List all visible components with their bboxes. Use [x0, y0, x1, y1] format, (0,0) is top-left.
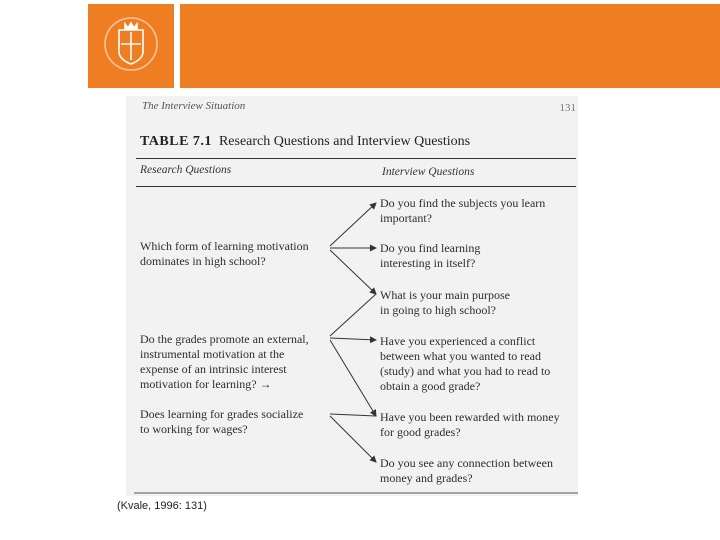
line-rq2-iq3 [330, 294, 376, 336]
connector-lines [126, 96, 578, 496]
arrow-rq1-iq1 [330, 203, 376, 246]
interview-question: Have you experienced a conflict between what you wanted to read (study) and what you had to read to obtain a good grade? [380, 334, 551, 393]
interview-question: Do you see any connection between money and grades? [380, 456, 553, 485]
table-label: TABLE 7.1 [140, 134, 212, 149]
interview-question: Do you find learning interesting in itself? [380, 241, 481, 270]
running-head: The Interview Situation [142, 100, 246, 112]
arrow-rq2-iq4 [330, 338, 376, 340]
table-title-text: Research Questions and Interview Questions [218, 134, 471, 149]
source-caption: (Kvale, 1996: 131) [117, 500, 207, 512]
logo-panel [88, 4, 174, 88]
interview-question: What is your main purpose in going to high school? [380, 288, 510, 317]
header-banner [180, 4, 720, 88]
research-question: Does learning for grades socialize to working for wages? [140, 407, 304, 436]
university-seal-icon [88, 4, 174, 88]
arrow-rq3-iq6 [330, 416, 376, 462]
arrow-rq2-iq5 [330, 340, 376, 416]
interview-question: Have you been rewarded with money for good grades? [380, 410, 560, 439]
line-rq3-iq5 [330, 414, 376, 416]
research-question: Which form of learning motivation dominates in high school? [140, 239, 309, 268]
column-header-interview: Interview Questions [382, 166, 475, 178]
page-number: 131 [559, 102, 576, 114]
research-question: Do the grades promote an external, instrumental motivation at the expense of an intrinsic interest motivation for learning? → [140, 332, 309, 391]
interview-question: Do you find the subjects you learn important? [380, 196, 546, 225]
scanned-table-page [126, 96, 578, 496]
column-header-research: Research Questions [140, 164, 232, 176]
arrow-rq1-iq3 [330, 250, 376, 294]
